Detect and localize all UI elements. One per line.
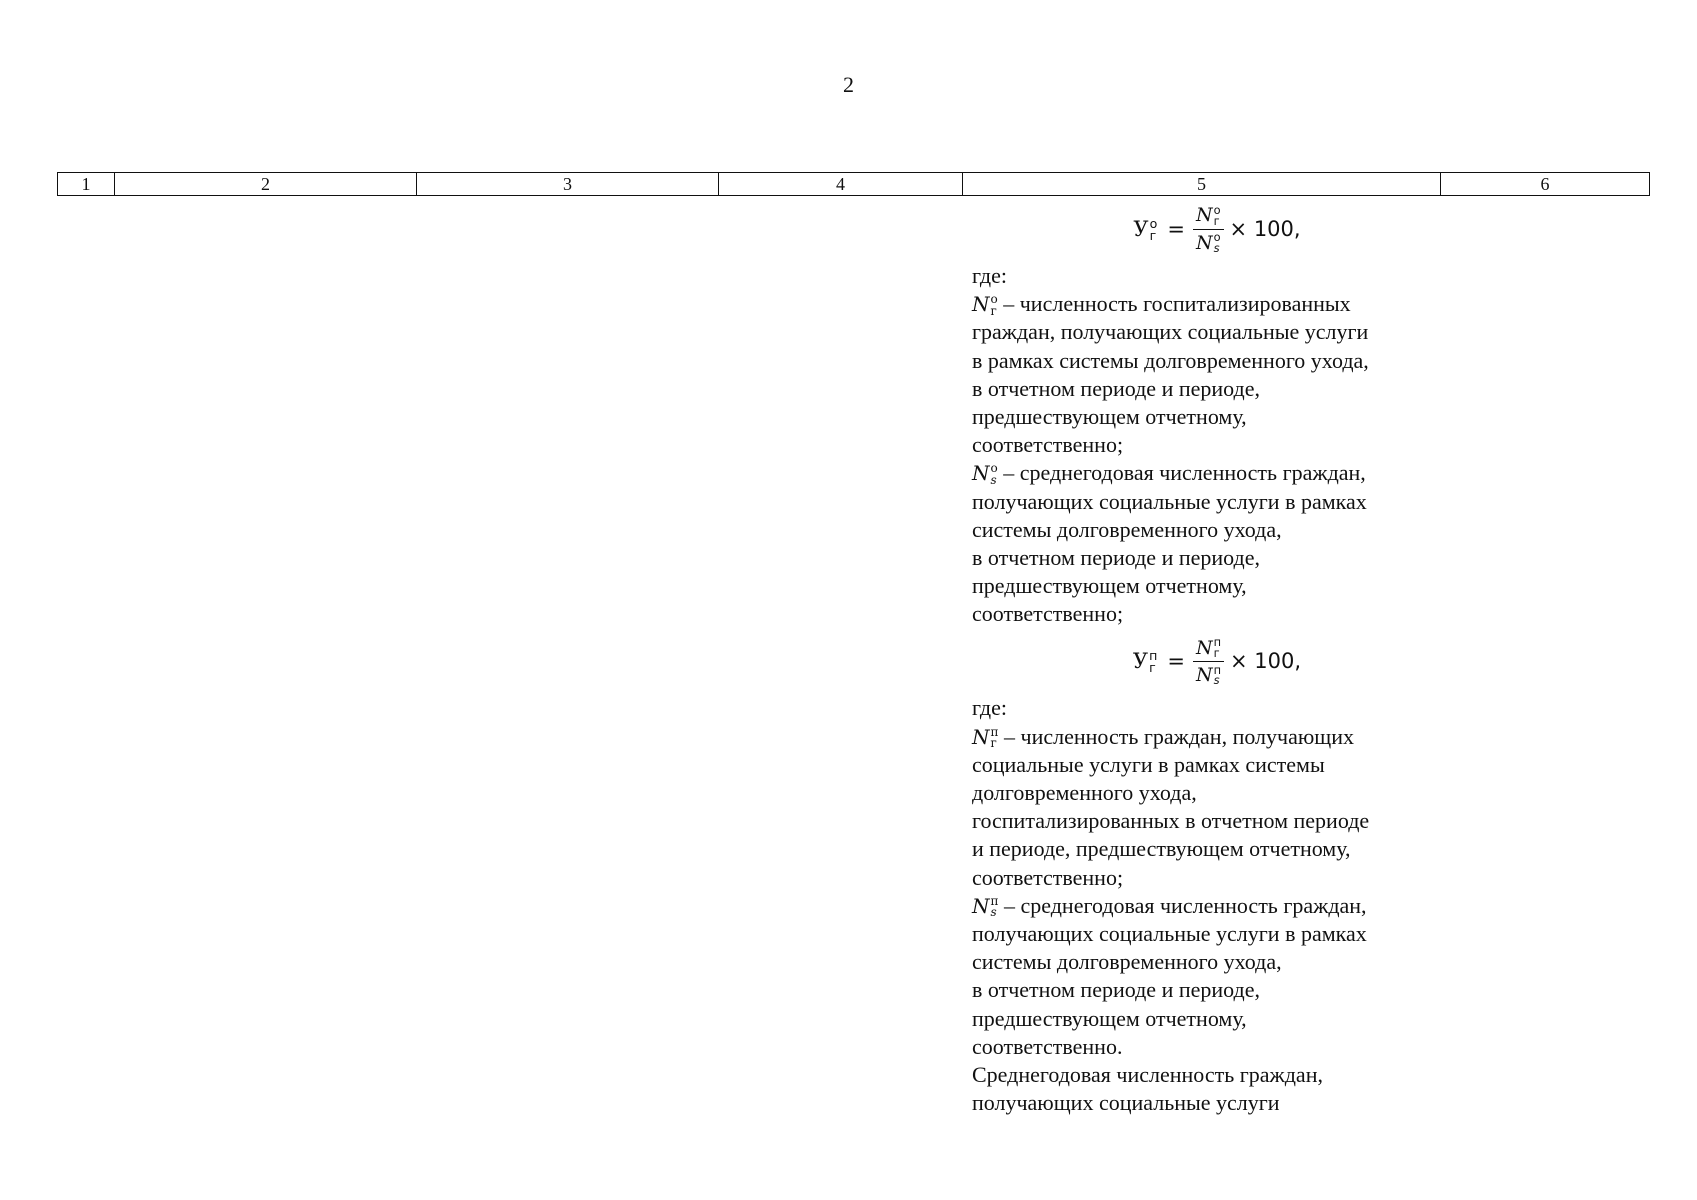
fraction bbox=[1193, 637, 1224, 687]
definition-line: соответственно; bbox=[972, 432, 1124, 458]
definition-line: предшествующем отчетному, bbox=[972, 573, 1247, 599]
column-number-6: 6 bbox=[1441, 173, 1650, 196]
variable-symbol: N п s bbox=[972, 893, 999, 920]
definition-line: социальные услуги в рамках системы bbox=[972, 751, 1325, 777]
fraction bbox=[1193, 204, 1224, 254]
equals-sign: = bbox=[1167, 649, 1185, 674]
formula-share-o bbox=[972, 196, 1432, 262]
paragraph-line: получающих социальные услуги bbox=[972, 1090, 1280, 1116]
definition-first-line: N о s – среднегодовая численность граждан, bbox=[972, 460, 1366, 487]
fraction-denominator: N п s bbox=[1195, 662, 1222, 688]
where-label: где: bbox=[972, 695, 1007, 721]
fraction-numerator: N о г bbox=[1193, 204, 1224, 229]
formula-share-p bbox=[972, 628, 1432, 694]
definition-line: получающих социальные услуги в рамках bbox=[972, 920, 1367, 946]
variable-symbol: N о г bbox=[972, 292, 998, 318]
column-number-5: 5 bbox=[963, 173, 1441, 196]
definition-first-line: N п s – среднегодовая численность граждан, bbox=[972, 892, 1367, 920]
paragraph-line: Среднегодовая численность граждан, bbox=[972, 1061, 1323, 1087]
equals-sign: = bbox=[1167, 216, 1185, 241]
definition-line: получающих социальные услуги в рамках bbox=[972, 488, 1367, 514]
fraction-denominator: N о s bbox=[1195, 230, 1221, 255]
definition-first-line: N п г – численность граждан, получающих bbox=[972, 723, 1355, 751]
definition-line: долговременного ухода, bbox=[972, 780, 1197, 805]
column-number-1: 1 bbox=[58, 173, 115, 196]
definition-line: соответственно. bbox=[972, 1033, 1123, 1059]
multiplier: × 100, bbox=[1230, 649, 1302, 674]
page-number: 2 bbox=[843, 72, 854, 97]
definition-line: соответственно; bbox=[972, 601, 1124, 627]
formula-lhs: У о г bbox=[1133, 215, 1158, 243]
definition-line: и периоде, предшествующем отчетному, bbox=[972, 836, 1351, 862]
column-number-4: 4 bbox=[719, 173, 963, 196]
definition-line: в рамках системы долговременного ухода, bbox=[972, 347, 1369, 373]
variable-symbol: N п г bbox=[972, 724, 999, 751]
column-number-row bbox=[57, 172, 1650, 196]
definition-line: системы долговременного ухода, bbox=[972, 949, 1282, 975]
definition-line: предшествующем отчетному, bbox=[972, 1005, 1247, 1031]
formula-lhs: У п г bbox=[1132, 648, 1158, 676]
variable-symbol: N о s bbox=[972, 461, 998, 487]
definition-line: граждан, получающих социальные услуги bbox=[972, 319, 1369, 345]
definition-line: госпитализированных в отчетном периоде bbox=[972, 808, 1370, 834]
fraction-numerator: N п г bbox=[1193, 637, 1224, 662]
column-5-content bbox=[972, 196, 1432, 1117]
column-number-3: 3 bbox=[417, 173, 719, 196]
multiplier: × 100, bbox=[1229, 216, 1301, 241]
definition-line: предшествующем отчетному, bbox=[972, 403, 1247, 429]
definition-line: соответственно; bbox=[972, 864, 1124, 890]
column-number-2: 2 bbox=[115, 173, 417, 196]
definition-first-line: N о г – численность госпитализированных bbox=[972, 291, 1351, 318]
definition-line: в отчетном периоде и периоде, bbox=[972, 375, 1260, 401]
definition-line: в отчетном периоде и периоде, bbox=[972, 977, 1260, 1003]
definition-line: в отчетном периоде и периоде, bbox=[972, 544, 1260, 570]
definition-line: системы долговременного ухода, bbox=[972, 516, 1282, 542]
where-label: где: bbox=[972, 263, 1007, 288]
